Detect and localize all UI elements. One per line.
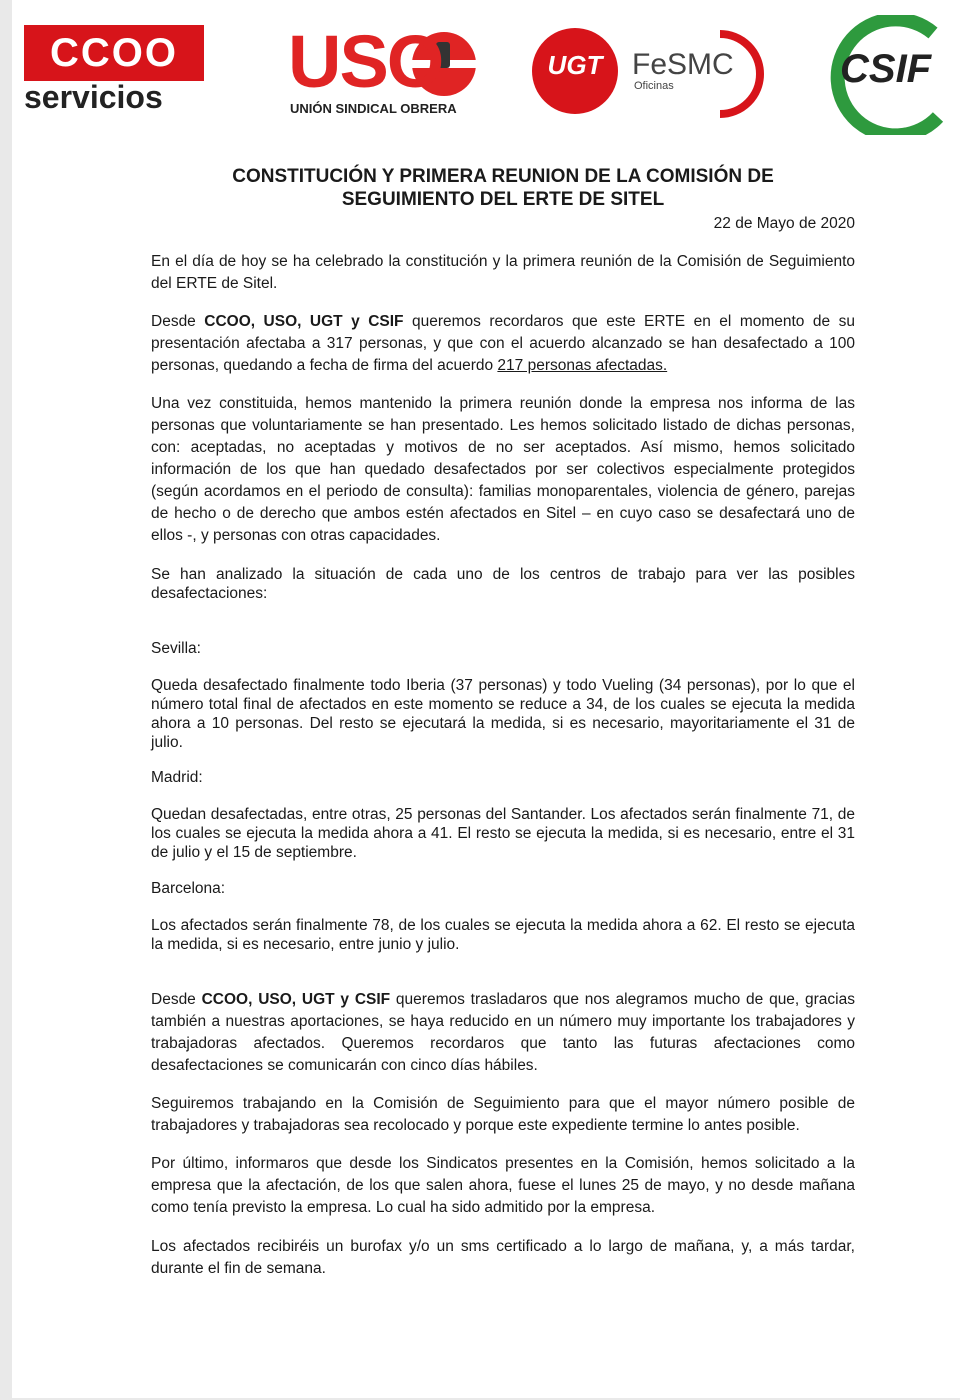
document-title bbox=[151, 165, 855, 211]
p2-affected-underline: 217 personas afectadas. bbox=[497, 357, 668, 374]
csif-logo-text: CSIF bbox=[840, 47, 932, 91]
document-page bbox=[12, 0, 960, 1398]
paragraph-1: En el día de hoy se ha celebrado la constitución y la primera reunión de la Comisión de Seguimiento del ERTE de Sitel. bbox=[151, 253, 855, 292]
madrid-text: Quedan desafectadas, entre otras, 25 personas del Santander. Los afectados serán finalmente 71, de los cuales se ejecuta la medida ahora a 41. El resto se ejecuta la medida, si es necesario, entre el 31 de julio y el 15 de septiembre. bbox=[151, 806, 855, 861]
p2-text-a: Desde bbox=[151, 313, 205, 330]
p2-unions-bold: CCOO, USO, UGT y CSIF bbox=[204, 313, 404, 330]
uso-logo-letters: USO bbox=[288, 20, 443, 103]
document-date: 22 de Mayo de 2020 bbox=[713, 215, 855, 232]
document-body bbox=[151, 165, 855, 1280]
paragraph-7: Por último, informaros que desde los Sindicatos presentes en la Comisión, hemos solicitado a la empresa que la afectación, de los que salen ahora, fuese el lunes 25 de mayo, y no desde mañana como tenía previsto la empresa. Lo cual ha sido admitido por la empresa. bbox=[151, 1155, 855, 1216]
title-line-2: SEGUIMIENTO DEL ERTE DE SITEL bbox=[341, 189, 665, 210]
paragraph-2 bbox=[151, 311, 855, 377]
p5-text-b: queremos trasladaros que nos alegramos mucho de que, gracias también a nuestras aportaciones, se haya reducido en un número muy importante los trabajadores y trabajadoras afectados. Queremos recordaros que tanto las futuras afectaciones como desafectaciones se comunicarán con cinco días hábiles. bbox=[151, 991, 855, 1074]
paragraph-6: Seguiremos trabajando en la Comisión de Seguimiento para que el mayor número posible de trabajadores y trabajadoras sea recolocado y porque este expediente termine lo antes posible. bbox=[151, 1095, 855, 1134]
title-line-1: CONSTITUCIÓN Y PRIMERA REUNION DE LA COMISIÓN DE bbox=[232, 166, 774, 187]
p5-unions-bold: CCOO, USO, UGT y CSIF bbox=[201, 991, 391, 1008]
paragraph-3: Una vez constituida, hemos mantenido la primera reunión donde la empresa nos informa de las personas que voluntariamente se han presentado. Les hemos solicitado listado de dichas personas, con: aceptadas, no aceptadas y motivos de no ser aceptados. Así mismo, hemos solicitado información de los que han quedado desafectados por ser colectivos especialmente protegidos (según acordamos en el periodo de consulta): familias monoparentales, violencia de género, parejas de hecho o de derecho que ambos estén afectados en Sitel – en cuyo caso se desafectará uno de ellos -, y personas con otras capacidades. bbox=[151, 395, 855, 544]
csif-logo bbox=[818, 15, 958, 135]
sevilla-heading: Sevilla: bbox=[151, 640, 201, 657]
logo-header bbox=[12, 0, 960, 145]
paragraph-8: Los afectados recibiréis un burofax y/o un sms certificado a lo largo de mañana, y, a más tardar, durante el fin de semana. bbox=[151, 1238, 855, 1277]
ugt-logo-text: UGT bbox=[547, 50, 603, 80]
barcelona-heading: Barcelona: bbox=[151, 880, 226, 897]
uso-logo bbox=[288, 22, 478, 132]
barcelona-text: Los afectados serán finalmente 78, de los cuales se ejecuta la medida ahora a 62. El resto se ejecuta la medida, si es necesario, entre junio y julio. bbox=[151, 917, 855, 953]
p2-text-b: queremos recordaros que este ERTE en el momento de su presentación afectaba a 317 personas, y que con el acuerdo alcanzado se han desafectado a 100 personas, quedando a fecha de firma del acuerdo bbox=[151, 313, 855, 374]
paragraph-5 bbox=[151, 989, 855, 1077]
uso-logo-subtitle: UNIÓN SINDICAL OBRERA bbox=[290, 101, 457, 116]
p5-text-a: Desde bbox=[151, 991, 202, 1008]
ccoo-logo-subtitle: servicios bbox=[24, 79, 163, 115]
fesmc-logo-text: FeSMC bbox=[632, 48, 734, 81]
madrid-heading: Madrid: bbox=[151, 769, 203, 786]
fesmc-arc-icon bbox=[710, 28, 782, 120]
ugt-fesmc-logo bbox=[532, 28, 782, 120]
ccoo-logo bbox=[24, 25, 216, 121]
paragraph-4: Se han analizado la situación de cada uno de los centros de trabajo para ver las posibles desafectaciones: bbox=[151, 566, 855, 602]
sevilla-text: Queda desafectado finalmente todo Iberia (37 personas) y todo Vueling (34 personas), por lo que el número total final de afectados en este momento se reduce a 34, de los cuales se ejecuta la medida ahora a 10 personas. Del resto se ejecutará la medida, si es necesario, mayoritariamente el 31 de julio. bbox=[151, 677, 855, 751]
fesmc-logo-subtitle: Oficinas bbox=[634, 80, 674, 92]
ccoo-logo-mark: CCOO bbox=[24, 25, 204, 81]
